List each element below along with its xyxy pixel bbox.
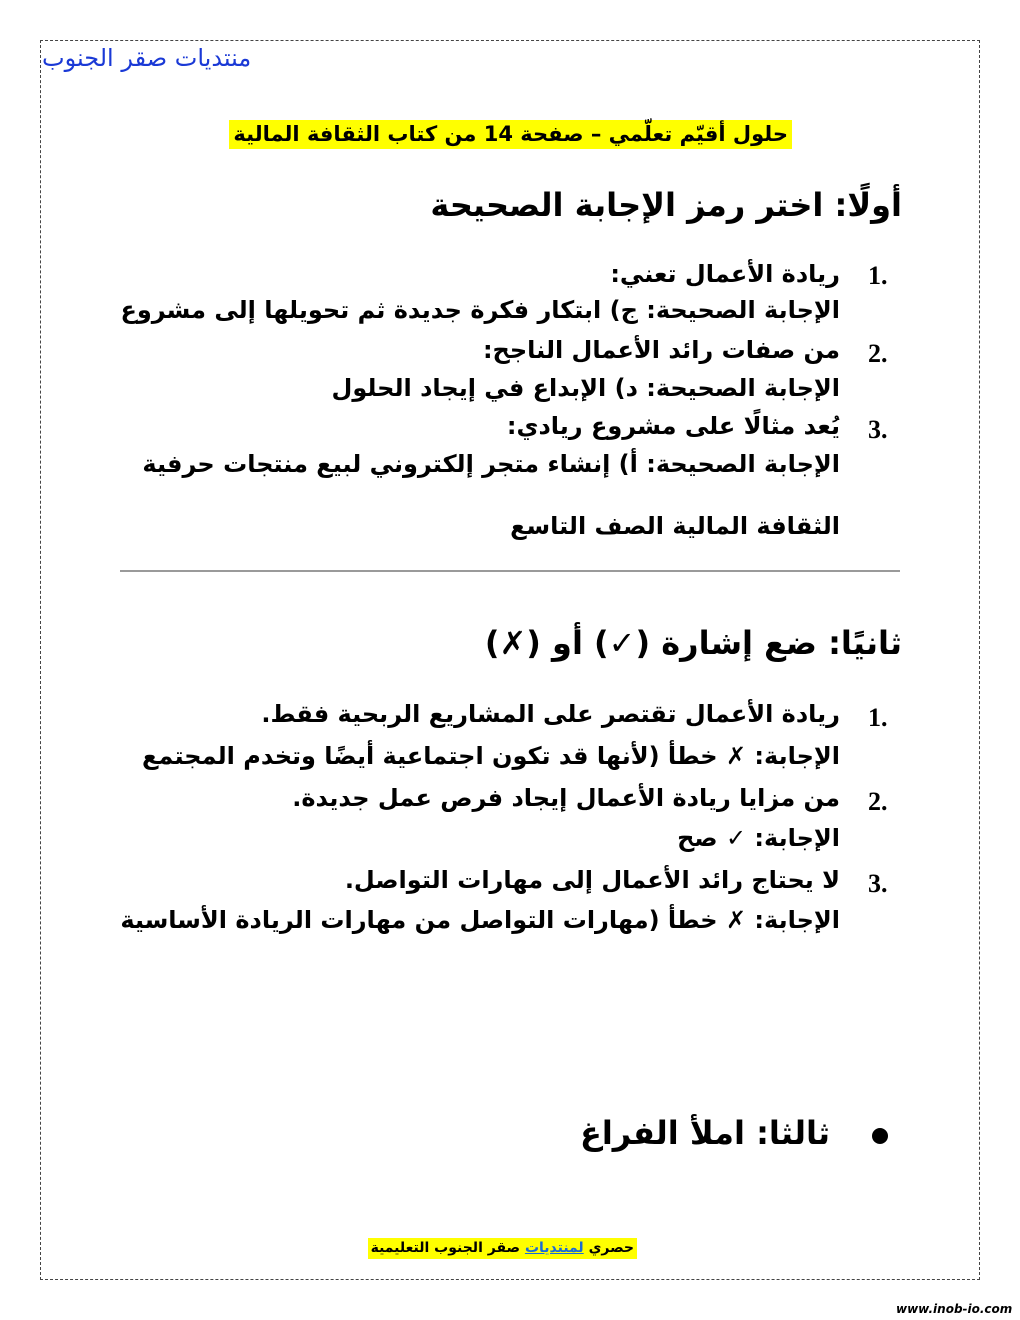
- footer-credit: [368, 1238, 637, 1259]
- question: ريادة الأعمال تقتصر على المشاريع الربحية فقط.: [261, 700, 840, 728]
- question: لا يحتاج رائد الأعمال إلى مهارات التواصل.: [344, 866, 840, 894]
- document-title: حلول أقيّم تعلّمي – صفحة 14 من كتاب الثقافة المالية: [229, 120, 792, 149]
- section3-heading: ثالثا: املأ الفراغ: [579, 1114, 830, 1152]
- item-number: 3.: [868, 415, 888, 444]
- question: ريادة الأعمال تعني:: [610, 260, 840, 288]
- footer-prefix: حصري: [588, 1240, 634, 1256]
- question: يُعد مثالًا على مشروع ريادي:: [506, 412, 840, 440]
- grade-note: الثقافة المالية الصف التاسع: [510, 512, 840, 540]
- bullet-icon: [872, 1128, 888, 1144]
- answer: الإجابة: ✗ خطأ (لأنها قد تكون اجتماعية أيضًا وتخدم المجتمع: [141, 742, 840, 770]
- footer-suffix: صقر الجنوب التعليمية: [370, 1240, 521, 1256]
- item-number: 2.: [868, 787, 888, 816]
- item-number: 3.: [868, 869, 888, 898]
- horizontal-divider: [120, 570, 900, 572]
- section1-heading: أولًا: اختر رمز الإجابة الصحيحة: [430, 186, 902, 224]
- answer: الإجابة: ✗ خطأ (مهارات التواصل من مهارات الريادة الأساسية: [120, 906, 840, 934]
- answer: الإجابة الصحيحة: ج) ابتكار فكرة جديدة ثم تحويلها إلى مشروع: [120, 296, 840, 324]
- website-url[interactable]: www.inob-io.com: [896, 1302, 1013, 1316]
- site-name[interactable]: منتديات صقر الجنوب: [42, 44, 252, 72]
- forum-link[interactable]: لمنتديات: [524, 1240, 584, 1256]
- question: من مزايا ريادة الأعمال إيجاد فرص عمل جديدة.: [292, 784, 840, 812]
- question: من صفات رائد الأعمال الناجح:: [482, 336, 840, 364]
- answer: الإجابة الصحيحة: د) الإبداع في إيجاد الحلول: [331, 374, 840, 402]
- item-number: 2.: [868, 339, 888, 368]
- section2-heading: ثانيًا: ضع إشارة (✓) أو (✗): [484, 624, 902, 662]
- item-number: 1.: [868, 703, 888, 732]
- answer: الإجابة: ✓ صح: [677, 824, 840, 852]
- answer: الإجابة الصحيحة: أ) إنشاء متجر إلكتروني لبيع منتجات حرفية: [142, 450, 840, 478]
- item-number: 1.: [868, 261, 888, 290]
